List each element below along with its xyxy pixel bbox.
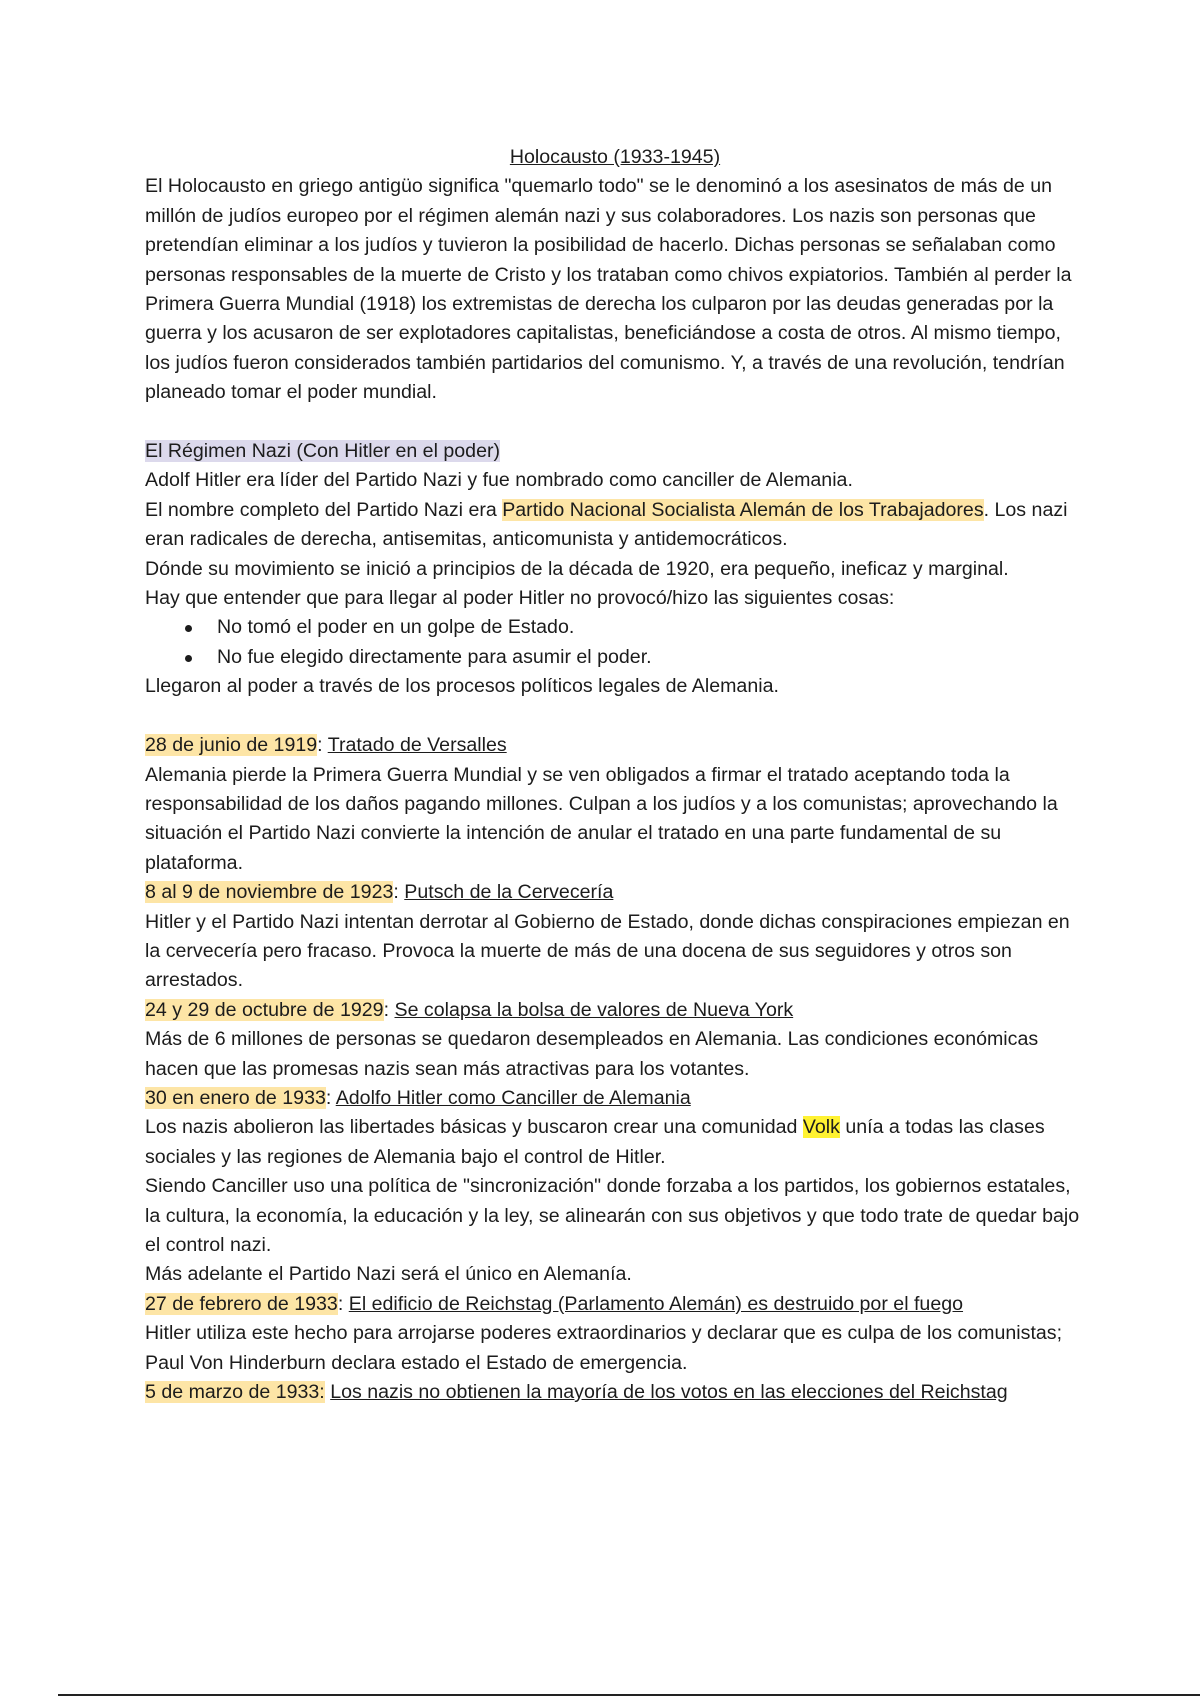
event-colon: : (325, 1086, 332, 1109)
party-name-paragraph (145, 496, 1085, 555)
event-heading-reichstag-fire (145, 1290, 1085, 1319)
party-name-prefix: El nombre completo del Partido Nazi era (145, 498, 503, 521)
list-item: No tomó el poder en un golpe de Estado. (217, 613, 1085, 642)
spacer (145, 408, 1085, 437)
spacer (145, 702, 1085, 731)
event-heading-chancellor (145, 1084, 1085, 1113)
section-heading (145, 437, 1085, 466)
event-colon: : (393, 881, 399, 904)
event-colon: : (383, 998, 390, 1021)
event-title: Adolfo Hitler como Canciller de Alemania (335, 1086, 691, 1109)
document-page (145, 143, 1085, 1407)
event-title: El edificio de Reichstag (Parlamento Alemán) es destruido por el fuego (348, 1292, 964, 1315)
event-date: 28 de junio de 1919 (145, 734, 318, 757)
event-date: 30 en enero de 1933 (145, 1086, 326, 1109)
event-colon: : (317, 734, 323, 757)
event-heading-crash (145, 996, 1085, 1025)
event-text-putsch: Hitler y el Partido Nazi intentan derrotar al Gobierno de Estado, donde dichas conspiraciones empiezan en la cervecería pero fracaso. Provoca la muerte de más de una docena de sus seguidores y otros son arrestados. (145, 910, 1070, 992)
event-text-chancellor-2: Siendo Canciller uso una política de "sincronización" donde forzaba a los partidos, los gobiernos estatales, la cultura, la economía, la educación y la ley, se alinearán con sus objetivos y que todo trate de quedar bajo el control nazi. (145, 1175, 1080, 1256)
event-title: Tratado de Versalles (327, 734, 507, 757)
understand-intro-paragraph: Hay que entender que para llegar al poder Hitler no provocó/hizo las siguientes cosas: (145, 587, 895, 610)
intro-paragraph: El Holocausto en griego antigüo significa "quemarlo todo" se le denominó a los asesinatos de más de un millón de judíos europeo por el régimen alemán nazi y sus colaboradores. Los nazis son personas que pretendían eliminar a los judíos y tuvieron la posibilidad de hacerlo. Dichas personas se señalaban como personas responsables de la muerte de Cristo y los trataban como chivos expiatorios. También al perder la Primera Guerra Mundial (1918) los extremistas de derecha los culparon por las deudas generadas por la guerra y los acusaron de ser explotadores capitalistas, beneficiándose a costa de otros. Al mismo tiempo, los judíos fueron considerados también partidarios del comunismo. Y, a través de una revolución, tendrían planeado tomar el poder mundial. (145, 175, 1072, 404)
event-title: Putsch de la Cervecería (404, 881, 614, 904)
bullet-list (145, 613, 1085, 672)
event-text-chancellor-3: Más adelante el Partido Nazi será el único en Alemanía. (145, 1263, 632, 1286)
volk-highlight: Volk (802, 1116, 840, 1139)
event-date: 24 y 29 de octubre de 1929 (145, 998, 384, 1021)
legal-processes-paragraph: Llegaron al poder a través de los procesos políticos legales de Alemania. (145, 675, 779, 698)
event-text-chancellor (145, 1113, 1085, 1172)
event-heading-putsch (145, 878, 1085, 907)
event-text-crash: Más de 6 millones de personas se quedaron desempleados en Alemania. Las condiciones económicas hacen que las promesas nazis sean más atractivas para los votantes. (145, 1028, 1039, 1080)
event-text-versalles: Alemania pierde la Primera Guerra Mundial y se ven obligados a firmar el tratado aceptando toda la responsabilidad de los daños pagando millones. Culpan a los judíos y a los comunistas; aprovechando la situación el Partido Nazi convierte la intención de anular el tratado en una parte fundamental de su plataforma. (145, 763, 1058, 874)
event-date: 27 de febrero de 1933 (145, 1292, 338, 1315)
hitler-leader-paragraph: Adolf Hitler era líder del Partido Nazi y fue nombrado como canciller de Alemania. (145, 469, 853, 492)
event-title: Se colapsa la bolsa de valores de Nueva York (394, 998, 794, 1021)
event-date: 5 de marzo de 1933: (145, 1381, 325, 1404)
page-bottom-divider (58, 1694, 1200, 1696)
event-colon: : (337, 1292, 344, 1315)
party-name-highlight: Partido Nacional Socialista Alemán de los Trabajadores (502, 498, 984, 521)
party-name-suffix: . Los nazi eran radicales de derecha, antisemitas, anticomunista y antidemocráticos. (145, 498, 1068, 551)
section-heading-text: El Régimen Nazi (Con Hitler en el poder) (145, 440, 501, 463)
event-heading-elections (145, 1378, 1085, 1407)
event-date: 8 al 9 de noviembre de 1923 (145, 881, 394, 904)
chancellor-text-suffix: unía a todas las clases sociales y las regiones de Alemania bajo el control de Hitler. (145, 1116, 1045, 1168)
event-heading-versalles (145, 731, 1085, 760)
event-text-reichstag-fire: Hitler utiliza este hecho para arrojarse poderes extraordinarios y declarar que es culpa de los comunistas; Paul Von Hinderburn declara estado el Estado de emergencia. (145, 1322, 1063, 1374)
movement-start-paragraph: Dónde su movimiento se inició a principios de la década de 1920, era pequeño, ineficaz y marginal. (145, 557, 1009, 580)
event-title: Los nazis no obtienen la mayoría de los votos en las elecciones del Reichstag (330, 1381, 1008, 1404)
chancellor-text-prefix: Los nazis abolieron las libertades básicas y buscaron crear una comunidad (145, 1116, 803, 1139)
list-item: No fue elegido directamente para asumir el poder. (217, 643, 1085, 672)
document-title: Holocausto (1933-1945) (509, 146, 721, 168)
